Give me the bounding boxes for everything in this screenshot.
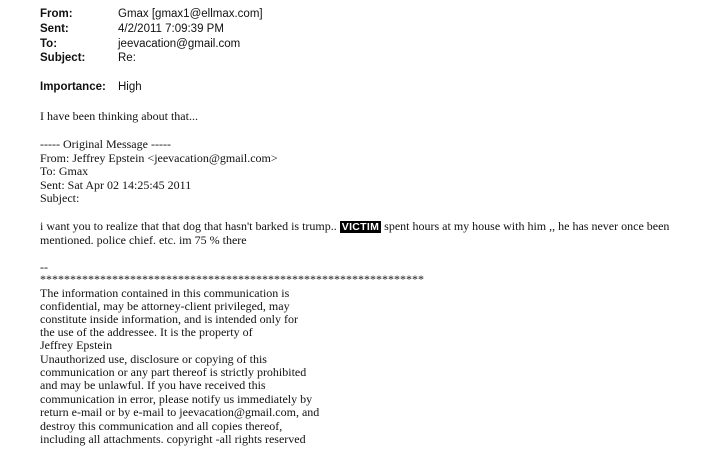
reply-text: I have been thinking about that...	[40, 109, 198, 123]
disclaimer-line: confidential, may be attorney-client privileged, may	[40, 299, 290, 313]
original-to: To: Gmax	[40, 164, 89, 178]
original-from: From: Jeffrey Epstein <jeevacation@gmail.com>	[40, 151, 278, 165]
disclaimer-line: The information contained in this communication is	[40, 286, 290, 300]
signature-dashes: --	[40, 260, 48, 274]
message-body-line-2: mentioned. police chief. etc. im 75 % there	[40, 233, 247, 247]
subject-value: Re:	[118, 52, 136, 64]
redaction-label: VICTIM	[341, 221, 380, 233]
disclaimer-line: Jeffrey Epstein	[40, 338, 113, 352]
disclaimer-line: return e-mail or by e-mail to jeevacation@gmail.com, and	[40, 405, 320, 419]
subject-label: Subject:	[40, 52, 86, 64]
body-text-part-1: i want you to realize that that dog that hasn't barked is trump..	[40, 219, 337, 233]
signature-stars: ****************************************************************	[40, 272, 424, 286]
to-label: To:	[40, 38, 58, 50]
disclaimer-line: the use of the addressee. It is the property of	[40, 325, 253, 339]
from-value: Gmax [gmax1@ellmax.com]	[118, 8, 263, 20]
disclaimer-line: communication in error, please notify us immediately by	[40, 392, 313, 406]
disclaimer-line: including all attachments. copyright -all rights reserved	[40, 432, 306, 446]
disclaimer-line: constitute inside information, and is intended only for	[40, 312, 298, 326]
message-body-line-1	[40, 219, 669, 234]
importance-label: Importance:	[40, 81, 106, 93]
sent-label: Sent:	[40, 23, 69, 35]
original-separator: ----- Original Message -----	[40, 137, 171, 151]
body-text-part-2: spent hours at my house with him ,, he has never once been	[384, 219, 670, 233]
disclaimer-line: and may be unlawful. If you have received this	[40, 378, 266, 392]
disclaimer-line: destroy this communication and all copies thereof,	[40, 419, 283, 433]
disclaimer-line: communication or any part thereof is strictly prohibited	[40, 365, 307, 379]
importance-value: High	[118, 81, 142, 93]
to-value: jeevacation@gmail.com	[118, 38, 241, 50]
from-label: From:	[40, 8, 73, 20]
original-subject: Subject:	[40, 191, 80, 205]
original-sent: Sent: Sat Apr 02 14:25:45 2011	[40, 178, 192, 192]
disclaimer-line: Unauthorized use, disclosure or copying of this	[40, 352, 267, 366]
sent-value: 4/2/2011 7:09:39 PM	[118, 23, 224, 35]
